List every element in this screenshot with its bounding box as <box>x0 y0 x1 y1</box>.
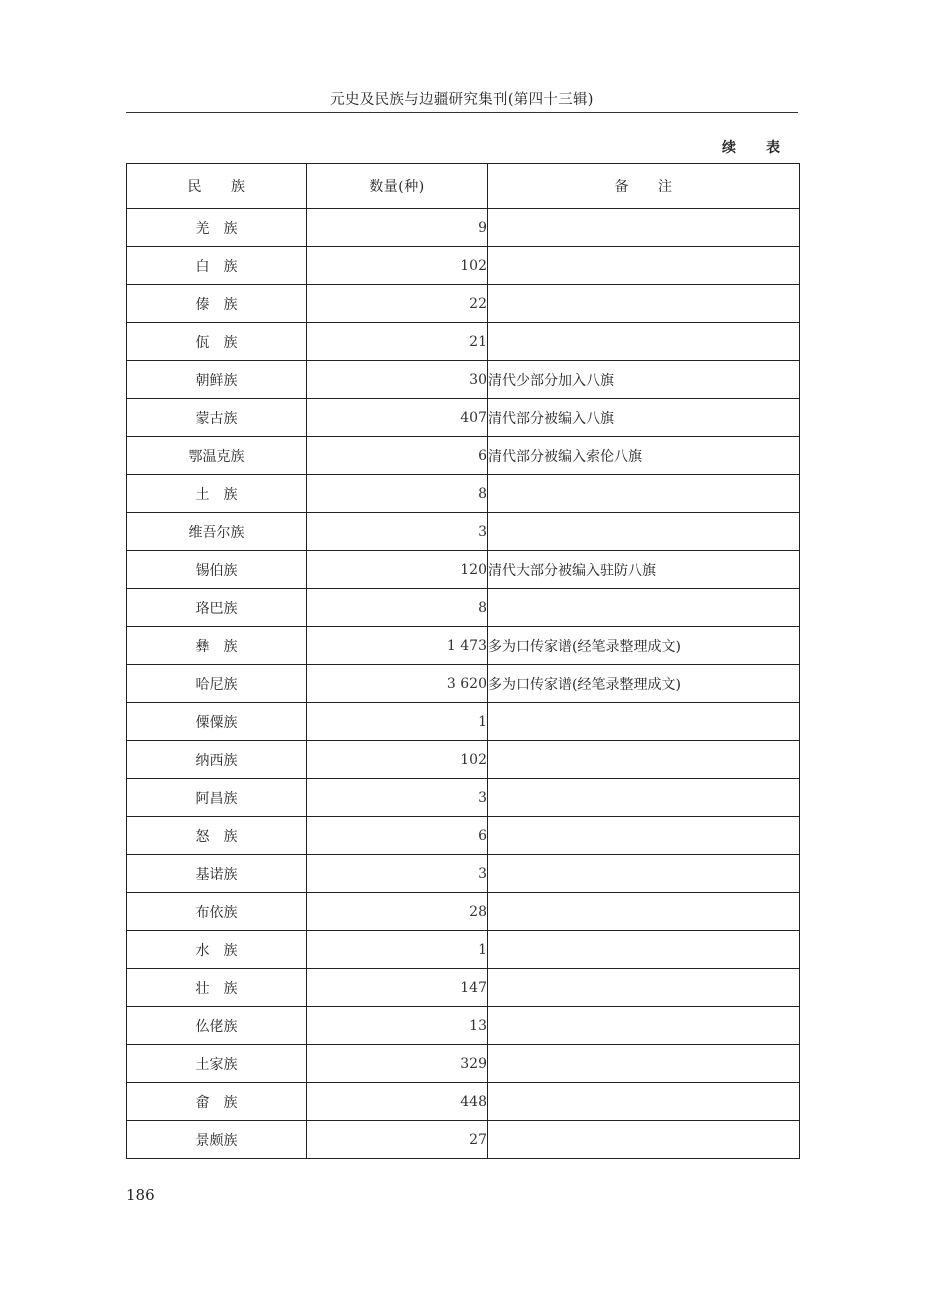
remarks-cell <box>488 1045 800 1083</box>
table-row <box>127 209 800 247</box>
ethnicity-cell: 纳西族 <box>127 741 307 779</box>
remarks-cell <box>488 703 800 741</box>
ethnicity-cell: 彝 族 <box>127 627 307 665</box>
ethnicity-cell: 壮 族 <box>127 969 307 1007</box>
quantity-cell: 22 <box>307 285 488 323</box>
remarks-cell <box>488 209 800 247</box>
remarks-cell <box>488 855 800 893</box>
ethnicity-cell: 哈尼族 <box>127 665 307 703</box>
quantity-cell: 9 <box>307 209 488 247</box>
quantity-cell: 102 <box>307 741 488 779</box>
table-row <box>127 475 800 513</box>
remarks-cell <box>488 1083 800 1121</box>
table-row <box>127 817 800 855</box>
ethnicity-cell: 锡伯族 <box>127 551 307 589</box>
quantity-cell: 3 620 <box>307 665 488 703</box>
quantity-cell: 6 <box>307 817 488 855</box>
header-remarks: 备 注 <box>488 164 800 209</box>
remarks-cell <box>488 741 800 779</box>
quantity-cell: 120 <box>307 551 488 589</box>
ethnicity-cell: 傈僳族 <box>127 703 307 741</box>
quantity-cell: 21 <box>307 323 488 361</box>
remarks-cell <box>488 931 800 969</box>
table-row <box>127 741 800 779</box>
quantity-cell: 28 <box>307 893 488 931</box>
quantity-cell: 8 <box>307 475 488 513</box>
ethnicity-cell: 白 族 <box>127 247 307 285</box>
ethnicity-cell: 蒙古族 <box>127 399 307 437</box>
remarks-cell <box>488 1007 800 1045</box>
table-body <box>127 209 800 1159</box>
ethnicity-cell: 景颇族 <box>127 1121 307 1159</box>
ethnicity-cell: 土家族 <box>127 1045 307 1083</box>
ethnicity-cell: 水 族 <box>127 931 307 969</box>
ethnicity-cell: 阿昌族 <box>127 779 307 817</box>
quantity-cell: 1 <box>307 931 488 969</box>
quantity-cell: 30 <box>307 361 488 399</box>
remarks-cell <box>488 969 800 1007</box>
ethnicity-cell: 珞巴族 <box>127 589 307 627</box>
ethnicity-cell: 佤 族 <box>127 323 307 361</box>
quantity-cell: 3 <box>307 513 488 551</box>
quantity-cell: 6 <box>307 437 488 475</box>
table-row <box>127 855 800 893</box>
ethnicity-cell: 基诺族 <box>127 855 307 893</box>
table-row <box>127 665 800 703</box>
quantity-cell: 8 <box>307 589 488 627</box>
remarks-cell <box>488 779 800 817</box>
table-row <box>127 627 800 665</box>
table-row <box>127 513 800 551</box>
ethnicity-cell: 傣 族 <box>127 285 307 323</box>
table-header-row <box>127 164 800 209</box>
table-row <box>127 551 800 589</box>
remarks-cell: 清代部分被编入索伦八旗 <box>488 437 800 475</box>
ethnicity-cell: 仫佬族 <box>127 1007 307 1045</box>
table-row <box>127 323 800 361</box>
remarks-cell: 清代部分被编入八旗 <box>488 399 800 437</box>
ethnic-genealogy-table <box>126 163 800 1159</box>
quantity-cell: 407 <box>307 399 488 437</box>
quantity-cell: 147 <box>307 969 488 1007</box>
remarks-cell <box>488 589 800 627</box>
quantity-cell: 3 <box>307 855 488 893</box>
quantity-cell: 1 <box>307 703 488 741</box>
quantity-cell: 1 473 <box>307 627 488 665</box>
ethnicity-cell: 维吾尔族 <box>127 513 307 551</box>
ethnicity-cell: 怒 族 <box>127 817 307 855</box>
remarks-cell <box>488 817 800 855</box>
table-row <box>127 589 800 627</box>
quantity-cell: 102 <box>307 247 488 285</box>
table-row <box>127 399 800 437</box>
ethnicity-cell: 羌 族 <box>127 209 307 247</box>
remarks-cell <box>488 893 800 931</box>
table-row <box>127 893 800 931</box>
quantity-cell: 329 <box>307 1045 488 1083</box>
table-row <box>127 1007 800 1045</box>
quantity-cell: 448 <box>307 1083 488 1121</box>
remarks-cell: 多为口传家谱(经笔录整理成文) <box>488 627 800 665</box>
header-rule <box>126 112 798 113</box>
remarks-cell: 清代大部分被编入驻防八旗 <box>488 551 800 589</box>
ethnicity-cell: 鄂温克族 <box>127 437 307 475</box>
remarks-cell: 清代少部分加入八旗 <box>488 361 800 399</box>
header-ethnicity: 民 族 <box>127 164 307 209</box>
table-row <box>127 247 800 285</box>
quantity-cell: 13 <box>307 1007 488 1045</box>
remarks-cell <box>488 247 800 285</box>
table-row <box>127 1083 800 1121</box>
quantity-cell: 3 <box>307 779 488 817</box>
table-row <box>127 285 800 323</box>
header-quantity: 数量(种) <box>307 164 488 209</box>
table-row <box>127 779 800 817</box>
remarks-cell <box>488 475 800 513</box>
ethnicity-cell: 土 族 <box>127 475 307 513</box>
table-row <box>127 361 800 399</box>
ethnicity-cell: 布依族 <box>127 893 307 931</box>
running-header: 元史及民族与边疆研究集刊(第四十三辑) <box>330 92 594 108</box>
table-row <box>127 1045 800 1083</box>
ethnicity-cell: 朝鲜族 <box>127 361 307 399</box>
remarks-cell <box>488 513 800 551</box>
table-row <box>127 1121 800 1159</box>
remarks-cell <box>488 323 800 361</box>
continued-table-label: 续 表 <box>722 140 788 156</box>
remarks-cell: 多为口传家谱(经笔录整理成文) <box>488 665 800 703</box>
table-row <box>127 703 800 741</box>
quantity-cell: 27 <box>307 1121 488 1159</box>
remarks-cell <box>488 1121 800 1159</box>
page-number: 186 <box>126 1186 155 1204</box>
table-row <box>127 969 800 1007</box>
ethnicity-cell: 畲 族 <box>127 1083 307 1121</box>
table-row <box>127 437 800 475</box>
table-row <box>127 931 800 969</box>
remarks-cell <box>488 285 800 323</box>
